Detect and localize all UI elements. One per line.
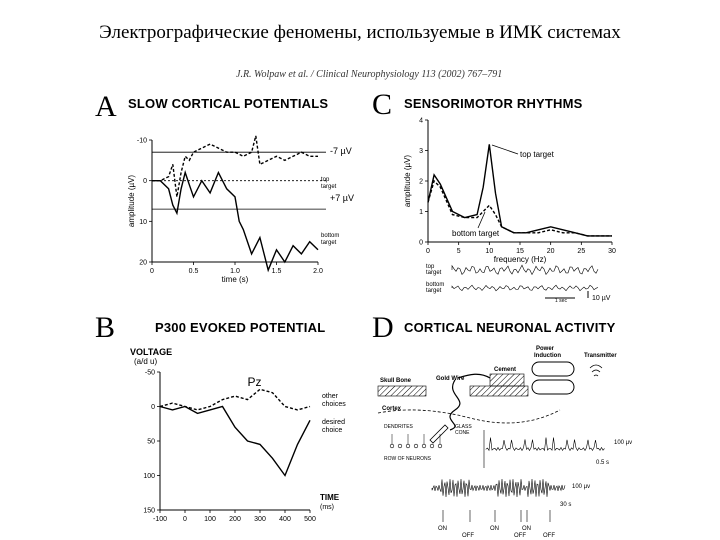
power-label-2: Induction xyxy=(534,353,561,359)
citation: J.R. Wolpaw et al. / Clinical Neurophysiology 113 (2002) 767–791 xyxy=(236,69,503,80)
panel-b-heading: P300 EVOKED POTENTIAL xyxy=(155,320,326,335)
x-tick-label: 1.0 xyxy=(230,268,240,275)
panel-a-labels xyxy=(321,146,354,246)
series-bottom-target xyxy=(152,173,318,271)
x-tick-label: 300 xyxy=(254,516,266,523)
y-tick-label: -50 xyxy=(144,369,155,377)
y-tick-label: 20 xyxy=(139,259,147,267)
y-tick-label: 0 xyxy=(143,178,147,186)
x-tick-label: 500 xyxy=(304,516,316,523)
y-tick-label: 100 xyxy=(143,473,155,480)
x-axis-label: frequency (Hz) xyxy=(493,255,547,264)
y-axis-label: amplitude (µV) xyxy=(127,174,136,228)
y-tick-label: 0 xyxy=(419,239,423,247)
y-tick-label: 10 xyxy=(139,218,147,226)
glass-cone-label-2: CONE xyxy=(455,430,470,436)
x-tick-label: 0 xyxy=(183,516,187,523)
panel-a-heading: SLOW CORTICAL POTENTIALS xyxy=(128,96,329,111)
x-tick-label: 0 xyxy=(426,248,430,255)
bottom-target-label-2: target xyxy=(321,240,337,246)
on-off-markers xyxy=(438,510,555,539)
y-tick-label: 2 xyxy=(419,178,423,186)
power-label-1: Power xyxy=(536,346,555,352)
x-tick-label: 2.0 xyxy=(313,268,323,275)
transmitter-icon xyxy=(590,365,602,376)
on-marker-1: ON xyxy=(438,526,447,532)
voltage-label: VOLTAGE xyxy=(130,347,173,357)
top-target-arrow xyxy=(492,145,518,154)
off-marker-3: OFF xyxy=(543,533,555,539)
y-tick-label: 3 xyxy=(419,148,423,155)
voltage-unit-label: (a/d u) xyxy=(134,357,158,366)
charts-layer xyxy=(127,118,616,524)
burst-trace xyxy=(432,479,565,497)
trace-bottom-target xyxy=(452,285,598,291)
time-scale-label: 1 sec xyxy=(555,298,567,304)
y-axis-label: amplitude (µV) xyxy=(403,154,412,208)
gold-wire-label: Gold Wire xyxy=(436,376,465,382)
x-tick-label: 200 xyxy=(229,516,241,523)
y-tick-label: 50 xyxy=(147,438,155,446)
other-choices-label-2: choices xyxy=(322,401,346,408)
pz-annotation: Pz xyxy=(247,374,262,389)
off-marker-1: OFF xyxy=(462,533,474,539)
page-title: Электрографические феномены, используемые в ИМК системах xyxy=(99,22,621,43)
plus7-label: +7 µV xyxy=(330,193,354,203)
trace-bottom-label-1: bottom xyxy=(426,282,445,288)
desired-choice-label-1: desired xyxy=(322,419,345,426)
amp-scale-label: 10 µV xyxy=(592,295,611,302)
panel-c-heading: SENSORIMOTOR RHYTHMS xyxy=(404,96,583,111)
glass-cone xyxy=(430,425,448,443)
x-tick-label: 1.5 xyxy=(271,268,282,275)
scale2-time-label: 30 s xyxy=(560,502,572,508)
on-marker-2: ON xyxy=(490,526,499,532)
top-target-label-2: target xyxy=(321,184,337,190)
gold-wire xyxy=(450,380,460,430)
skull-label: Skull Bone xyxy=(380,378,412,384)
series-bottom-target xyxy=(428,181,612,236)
bottom-target-arrow xyxy=(478,212,485,228)
cement-block xyxy=(490,374,524,386)
trace-bottom-label-2: target xyxy=(426,288,442,294)
scale1-label: 100 µv xyxy=(614,440,633,446)
trace-top-target xyxy=(452,265,598,274)
other-choices-label-1: other xyxy=(322,393,338,400)
cortex-surface xyxy=(378,410,560,423)
y-tick-label: 4 xyxy=(419,117,423,125)
off-marker-2: OFF xyxy=(514,533,526,539)
minus7-label: -7 µV xyxy=(330,146,352,156)
x-tick-label: 10 xyxy=(485,248,494,255)
y-tick-label: 0 xyxy=(151,404,155,411)
bottom-target-arrow-label: bottom target xyxy=(452,229,500,238)
y-tick-label: 1 xyxy=(419,209,423,216)
x-axis-label: time (s) xyxy=(221,275,249,284)
x-tick-label: 30 xyxy=(608,248,616,255)
chart-c xyxy=(403,118,616,291)
x-tick-label: 15 xyxy=(516,248,524,255)
time-label: TIME xyxy=(320,493,340,502)
time-unit-label: (ms) xyxy=(320,504,334,511)
on-marker-3: ON xyxy=(522,526,531,532)
panel-b-labels xyxy=(130,347,346,511)
x-tick-label: 5 xyxy=(456,248,461,255)
y-tick-label: -10 xyxy=(136,137,147,145)
y-tick-label: 150 xyxy=(143,507,155,515)
trace-top-label-2: target xyxy=(426,270,442,276)
trace-top-label-1: top xyxy=(426,264,435,270)
top-target-label-1: top xyxy=(321,177,330,183)
panel-d-diagram xyxy=(378,346,632,539)
x-tick-label: 0.5 xyxy=(188,268,199,275)
x-tick-label: -100 xyxy=(152,516,168,523)
desired-choice-label-2: choice xyxy=(322,427,343,434)
power-induction-coil-2 xyxy=(532,380,574,394)
power-induction-coil xyxy=(532,362,574,376)
x-tick-label: 20 xyxy=(546,248,555,255)
x-tick-label: 25 xyxy=(577,248,586,255)
bottom-target-label-1: bottom xyxy=(321,233,340,239)
panel-b-letter: B xyxy=(95,311,116,344)
panel-d-heading: CORTICAL NEURONAL ACTIVITY xyxy=(404,320,616,335)
cement-label: Cement xyxy=(494,367,517,373)
panel-d-letter: D xyxy=(372,311,394,344)
x-tick-label: 0 xyxy=(150,268,154,275)
scale2-label: 100 µv xyxy=(572,484,591,490)
panel-c-labels xyxy=(426,145,611,304)
panel-a-letter: A xyxy=(95,90,117,123)
x-tick-label: 400 xyxy=(279,516,291,523)
top-target-arrow-label: top target xyxy=(520,150,554,159)
series-top-target xyxy=(152,136,318,197)
skull-bone-left xyxy=(378,386,426,396)
row-of-neurons-label: ROW OF NEURONS xyxy=(384,456,431,462)
glass-cone-label-1: GLASS xyxy=(455,424,472,430)
spike-trace xyxy=(486,438,605,451)
transmitter-label: Transmitter xyxy=(584,353,617,359)
chart-a xyxy=(127,136,326,284)
cortex-label: Cortex xyxy=(382,406,402,412)
chart-b xyxy=(143,370,316,524)
panel-c-letter: C xyxy=(372,88,393,121)
x-tick-label: 100 xyxy=(204,516,216,523)
dendrites-label: DENDRITES xyxy=(384,424,413,430)
series-desired-choice xyxy=(160,407,310,476)
scale1-time-label: 0.5 s xyxy=(596,460,610,466)
skull-bone-right xyxy=(470,386,528,396)
